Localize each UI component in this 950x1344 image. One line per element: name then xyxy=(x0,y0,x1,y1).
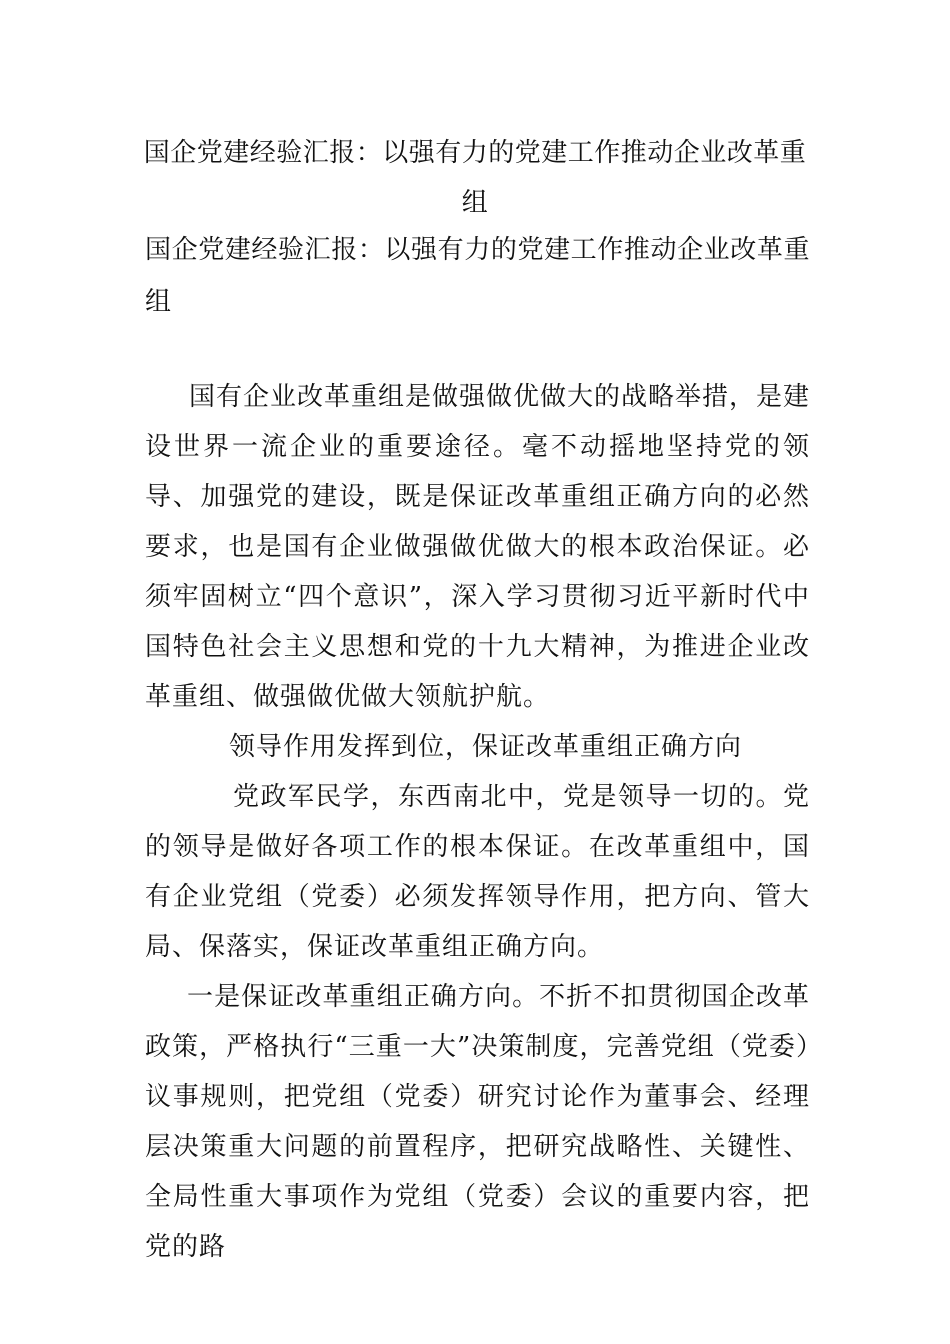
section-heading: 领导作用发挥到位，保证改革重组正确方向 xyxy=(229,732,743,762)
document-subtitle: 国企党建经验汇报：以强有力的党建工作推动企业改革重组 xyxy=(145,235,810,317)
intro-paragraph: 国有企业改革重组是做强做优做大的战略举措，是建设世界一流企业的重要途径。毫不动摇地坚持党的领导、加强党的建设，既是保证改革重组正确方向的必然要求，也是国有企业做强做优做大的根本政治保证。必须牢固树立“四个意识”，深入学习贯彻习近平新时代中国特色社会主义思想和党的十九大精神，为推进企业改革重组、做强做优做大领航护航。 xyxy=(145,382,811,712)
document-title: 国企党建经验汇报：以强有力的党建工作推动企业改革重组 xyxy=(143,138,807,218)
document-body xyxy=(145,372,810,1272)
body-paragraph: 党政军民学，东西南北中，党是领导一切的。党的领导是做好各项工作的根本保证。在改革重组中，国有企业党组（党委）必须发挥领导作用，把方向、管大局、保落实，保证改革重组正确方向。 xyxy=(145,782,810,962)
body-paragraph: 一是保证改革重组正确方向。不折不扣贯彻国企改革政策，严格执行“三重一大”决策制度，完善党组（党委）议事规则，把党组（党委）研究讨论作为董事会、经理层决策重大问题的前置程序，把研究战略性、关键性、全局性重大事项作为党组（党委）会议的重要内容，把党的路 xyxy=(145,982,810,1262)
